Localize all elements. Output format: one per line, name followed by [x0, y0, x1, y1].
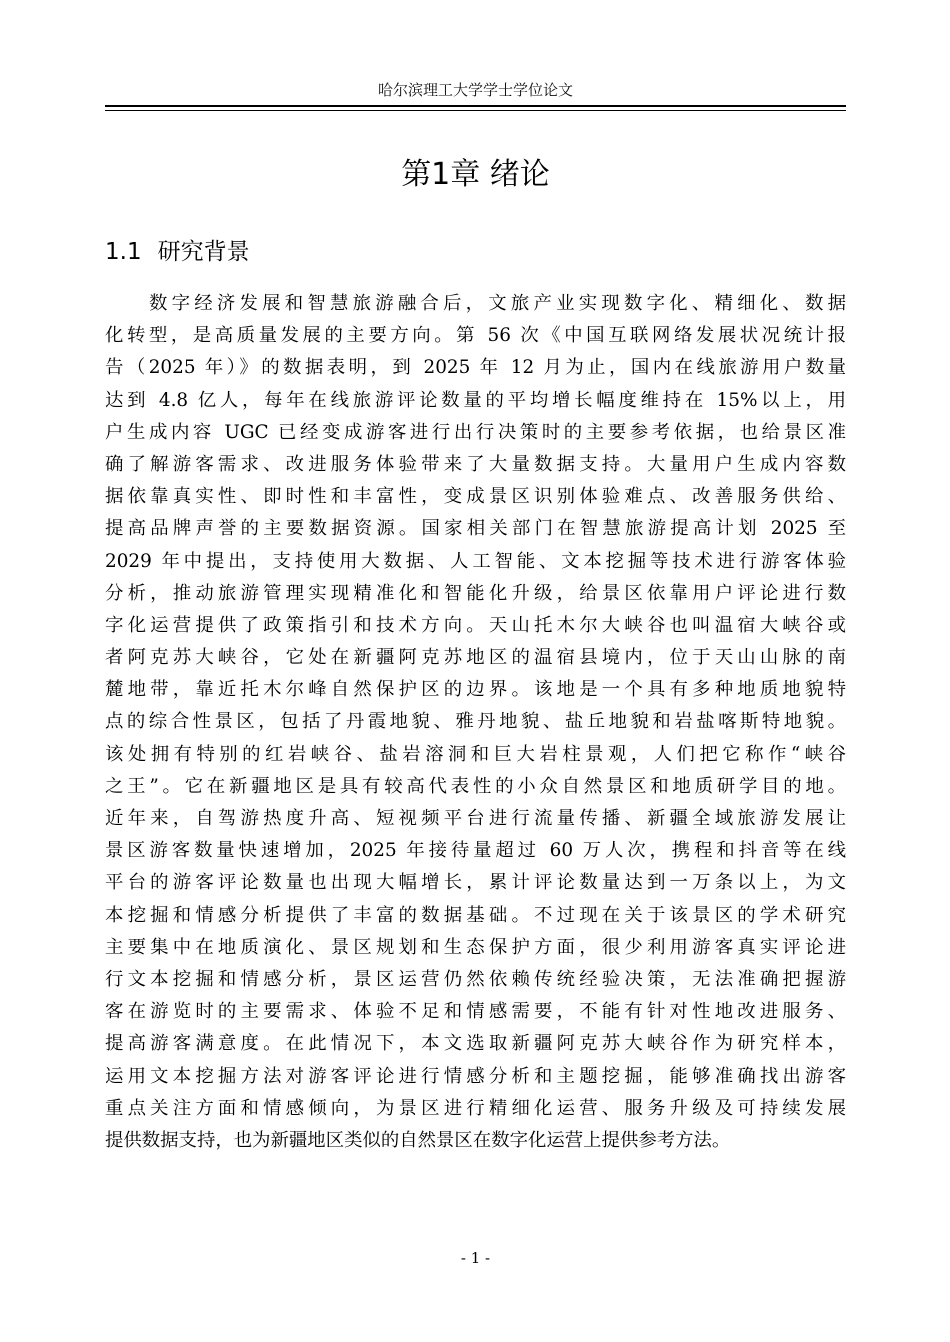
paragraph-line: 该处拥有特别的红岩峡谷、盐岩溶洞和巨大岩柱景观，人们把它称作“峡谷	[105, 743, 846, 765]
running-header: 哈尔滨理工大学学士学位论文	[377, 81, 573, 99]
paragraph-line: 之王”。它在新疆地区是具有较高代表性的小众自然景区和地质研学目的地。	[105, 775, 846, 797]
paragraph-line: 2029 年中提出，支持使用大数据、人工智能、文本挖掘等技术进行游客体验	[105, 550, 846, 572]
body-paragraph	[105, 288, 846, 1157]
paragraph-line: 近年来，自驾游热度升高、短视频平台进行流量传播、新疆全域旅游发展让	[105, 808, 846, 829]
header-rule-thin	[105, 110, 846, 111]
header-rule	[105, 105, 846, 107]
paragraph-line: 字化运营提供了政策指引和技术方向。天山托木尔大峡谷也叫温宿大峡谷或	[105, 614, 846, 636]
paragraph-line: 运用文本挖掘方法对游客评论进行情感分析和主题挖掘，能够准确找出游客	[105, 1065, 846, 1087]
paragraph-line: 本挖掘和情感分析提供了丰富的数据基础。不过现在关于该景区的学术研究	[105, 904, 846, 926]
paragraph-line: 行文本挖掘和情感分析，景区运营仍然依赖传统经验决策，无法准确把握游	[105, 968, 846, 990]
paragraph-line: 平台的游客评论数量也出现大幅增长，累计评论数量达到一万条以上，为文	[105, 872, 846, 894]
paragraph-line: 达到 4.8 亿人，每年在线旅游评论数量的平均增长幅度维持在 15%以上，用	[105, 389, 846, 411]
paragraph-line: 分析，推动旅游管理实现精准化和智能化升级，给景区依靠用户评论进行数	[105, 582, 846, 604]
chapter-title: 第1章 绪论	[401, 157, 550, 192]
section-number: 1.1	[105, 239, 142, 265]
paragraph-line: 提高游客满意度。在此情况下，本文选取新疆阿克苏大峡谷作为研究样本，	[105, 1033, 846, 1055]
paragraph-line: 据依靠真实性、即时性和丰富性，变成景区识别体验难点、改善服务供给、	[105, 486, 846, 508]
paragraph-line: 户生成内容 UGC 已经变成游客进行出行决策时的主要参考依据，也给景区准	[105, 421, 846, 443]
paragraph-line: 告（2025 年）》的数据表明，到 2025 年 12 月为止，国内在线旅游用户数量	[105, 357, 846, 379]
paragraph-line: 提高品牌声誉的主要数据资源。国家相关部门在智慧旅游提高计划 2025 至	[105, 518, 846, 540]
paragraph-line: 点的综合性景区，包括了丹霞地貌、雅丹地貌、盐丘地貌和岩盐喀斯特地貌。	[105, 711, 846, 733]
section-title: 研究背景	[157, 239, 250, 265]
paragraph-line: 重点关注方面和情感倾向，为景区进行精细化运营、服务升级及可持续发展	[105, 1097, 846, 1119]
paragraph-line: 确了解游客需求、改进服务体验带来了大量数据支持。大量用户生成内容数	[105, 453, 846, 475]
paragraph-line: 客在游览时的主要需求、体验不足和情感需要，不能有针对性地改进服务、	[105, 1001, 846, 1023]
paragraph-line: 数字经济发展和智慧旅游融合后，文旅产业实现数字化、精细化、数据	[149, 293, 846, 314]
page-number: - 1 -	[460, 1249, 491, 1267]
paragraph-line: 主要集中在地质演化、景区规划和生态保护方面，很少利用游客真实评论进	[105, 936, 846, 958]
paragraph-line: 提供数据支持，也为新疆地区类似的自然景区在数字化运营上提供参考方法。	[105, 1129, 731, 1151]
section-heading	[105, 232, 250, 272]
paragraph-line: 景区游客数量快速增加，2025 年接待量超过 60 万人次，携程和抖音等在线	[105, 840, 846, 862]
paragraph-line: 化转型，是高质量发展的主要方向。第 56 次《中国互联网络发展状况统计报	[105, 325, 846, 347]
paragraph-line: 者阿克苏大峡谷，它处在新疆阿克苏地区的温宿县境内，位于天山山脉的南	[105, 647, 846, 669]
paragraph-line: 麓地带，靠近托木尔峰自然保护区的边界。该地是一个具有多种地质地貌特	[105, 679, 846, 701]
